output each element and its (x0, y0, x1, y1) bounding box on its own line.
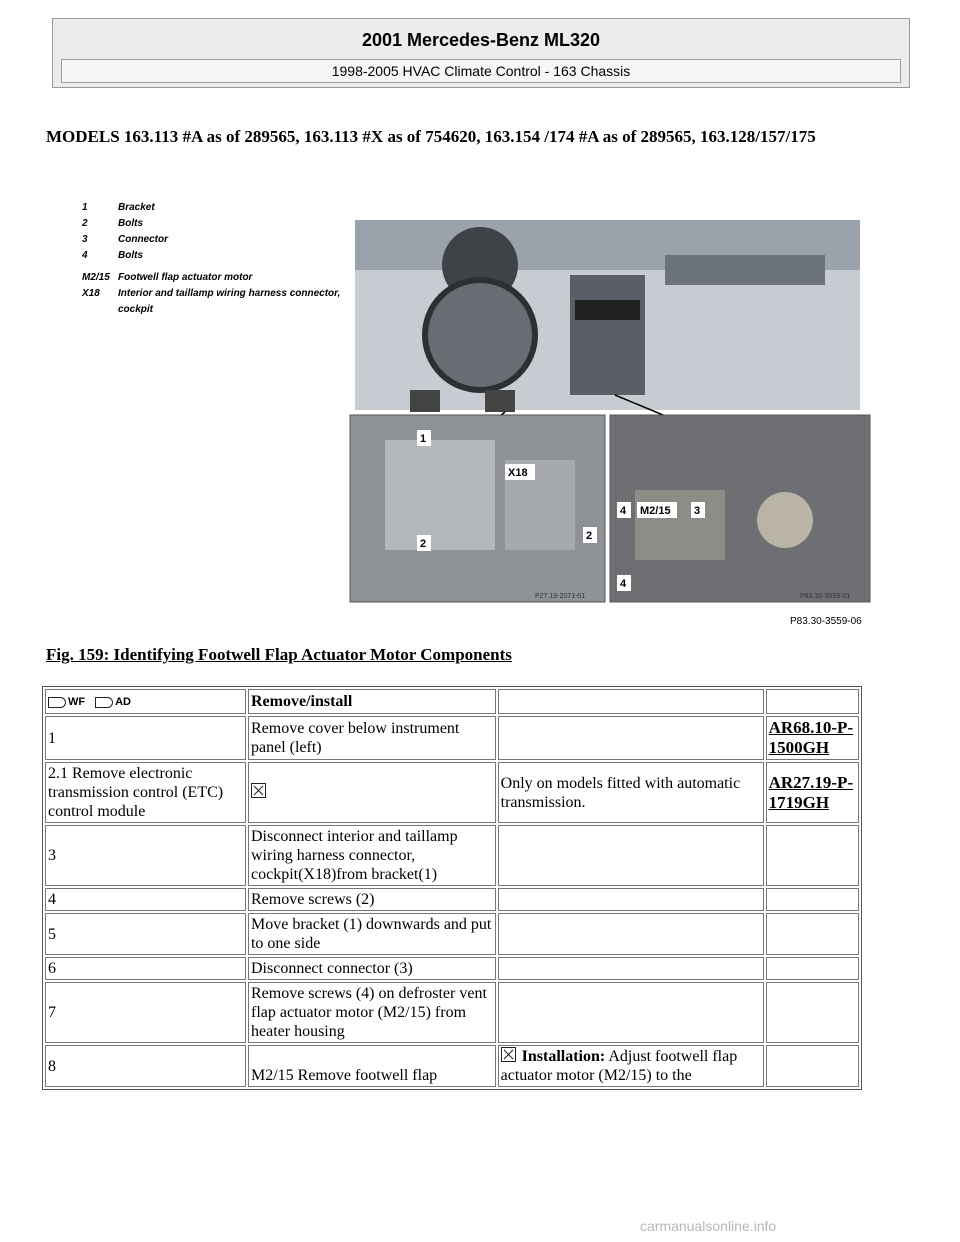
steering-wheel (425, 280, 535, 390)
step-ref (766, 982, 859, 1043)
step-action (248, 762, 496, 823)
note-text: Adjust footwell flap actuator motor (M2/15) to the (500, 1048, 738, 1084)
step-action: Remove screws (2) (248, 888, 496, 911)
table-row (45, 716, 859, 760)
wrench-icon (48, 693, 85, 712)
step-number: 4 (45, 888, 246, 911)
table-row (45, 888, 859, 911)
step-ref (766, 825, 859, 886)
radio-unit (575, 300, 640, 320)
legend-key: 3 (82, 234, 88, 245)
air-vents (665, 255, 825, 285)
pedal (485, 390, 515, 412)
table-header: Remove/install (248, 689, 496, 714)
table-row (45, 1045, 859, 1087)
watermark: carmanualsonline.info (640, 1218, 777, 1234)
legend-row (82, 286, 342, 316)
tools-cell (45, 689, 246, 714)
legend-row (82, 248, 342, 264)
step-number: 6 (45, 957, 246, 980)
step-number: 7 (45, 982, 246, 1043)
legend-text: Bolts (118, 250, 143, 261)
step-note (498, 716, 764, 760)
footwell-components-illustration (345, 220, 875, 610)
legend-text: Bracket (118, 202, 155, 213)
empty-cell (766, 689, 859, 714)
table-row (45, 762, 859, 823)
step-ref (766, 716, 859, 760)
step-action: Disconnect connector (3) (248, 957, 496, 980)
step-ref (766, 1045, 859, 1087)
callout-label: M2/15 (640, 505, 671, 517)
step-action: Remove screws (4) on defroster vent flap actuator motor (M2/15) from heater housing (248, 982, 496, 1043)
broken-image-icon (501, 1047, 516, 1062)
step-number: 1 (45, 716, 246, 760)
figure-ref: P83.30-3559-06 (790, 616, 862, 627)
callout-label: 2 (420, 538, 427, 550)
legend-key: 4 (82, 250, 88, 261)
step-note: Only on models fitted with automatic transmission. (498, 762, 764, 823)
pedal (410, 390, 440, 412)
step-note (498, 888, 764, 911)
legend-row (82, 232, 342, 248)
step-note (498, 1045, 764, 1087)
legend-text: Footwell flap actuator motor (118, 272, 253, 283)
legend-key: 2 (82, 218, 88, 229)
legend-key: 1 (82, 202, 88, 213)
actuator-wheel (757, 492, 813, 548)
callout-label: 4 (620, 578, 627, 590)
step-note (498, 913, 764, 955)
legend-key: X18 (82, 288, 100, 299)
actuator-motor-shape (635, 490, 725, 560)
table-row (45, 982, 859, 1043)
step-action: Remove cover below instrument panel (left) (248, 716, 496, 760)
step-note (498, 957, 764, 980)
empty-cell (498, 689, 764, 714)
callout-label: X18 (508, 467, 528, 479)
document-title: 2001 Mercedes-Benz ML320 (361, 30, 601, 50)
legend-row (82, 200, 342, 216)
table-row (45, 913, 859, 955)
callout-label: 3 (694, 505, 701, 517)
step-action: M2/15 Remove footwell flap (248, 1045, 496, 1087)
reference-link[interactable]: AR68.10-P-1500GH (768, 718, 854, 757)
legend-row (82, 216, 342, 232)
step-action: Move bracket (1) downwards and put to one side (248, 913, 496, 955)
legend-text: Bolts (118, 218, 143, 229)
legend-key: M2/15 (82, 272, 110, 283)
center-console (570, 275, 645, 395)
step-number: 2.1 Remove electronic transmission control (ETC) control module (45, 762, 246, 823)
figure-legend (82, 200, 342, 316)
models-heading: MODELS 163.113 #A as of 289565, 163.113 #X as of 754620, 163.154 /174 #A as of 289565, 163.128/157/175 (46, 127, 816, 146)
inset-right-ref: P83.30-3559-01 (800, 593, 851, 600)
figure-caption[interactable]: Fig. 159: Identifying Footwell Flap Actuator Motor Components (46, 645, 512, 664)
legend-text: Connector (118, 234, 168, 245)
step-number: 8 (45, 1045, 246, 1087)
reference-link[interactable]: AR27.19-P-1719GH (768, 772, 854, 812)
note-label: Installation: (521, 1048, 606, 1065)
step-ref (766, 888, 859, 911)
step-action: Disconnect interior and taillamp wiring harness connector, cockpit(X18)from bracket(1) (248, 825, 496, 886)
table-row (45, 957, 859, 980)
tool-label: AD (115, 696, 131, 708)
step-note (498, 982, 764, 1043)
step-ref (766, 762, 859, 823)
step-number: 3 (45, 825, 246, 886)
legend-row (82, 270, 342, 286)
table-row (45, 825, 859, 886)
callout-label: 4 (620, 505, 627, 517)
table-header-row (45, 689, 859, 714)
step-ref (766, 957, 859, 980)
broken-image-icon (251, 783, 266, 798)
callout-label: 2 (586, 530, 593, 542)
callout-label: 1 (420, 433, 427, 445)
step-ref (766, 913, 859, 955)
document-header (52, 18, 910, 88)
legend-text: Interior and taillamp wiring harness connector, cockpit (118, 288, 341, 315)
step-number: 5 (45, 913, 246, 955)
wrench-icon (95, 693, 131, 712)
inset-left-ref: P27.19-2071-01 (535, 593, 586, 600)
tool-label: WF (68, 696, 86, 708)
document-subtitle: 1998-2005 HVAC Climate Control - 163 Chassis (61, 59, 901, 83)
bracket-shape (385, 440, 495, 550)
step-note (498, 825, 764, 886)
procedure-table (42, 686, 862, 1090)
